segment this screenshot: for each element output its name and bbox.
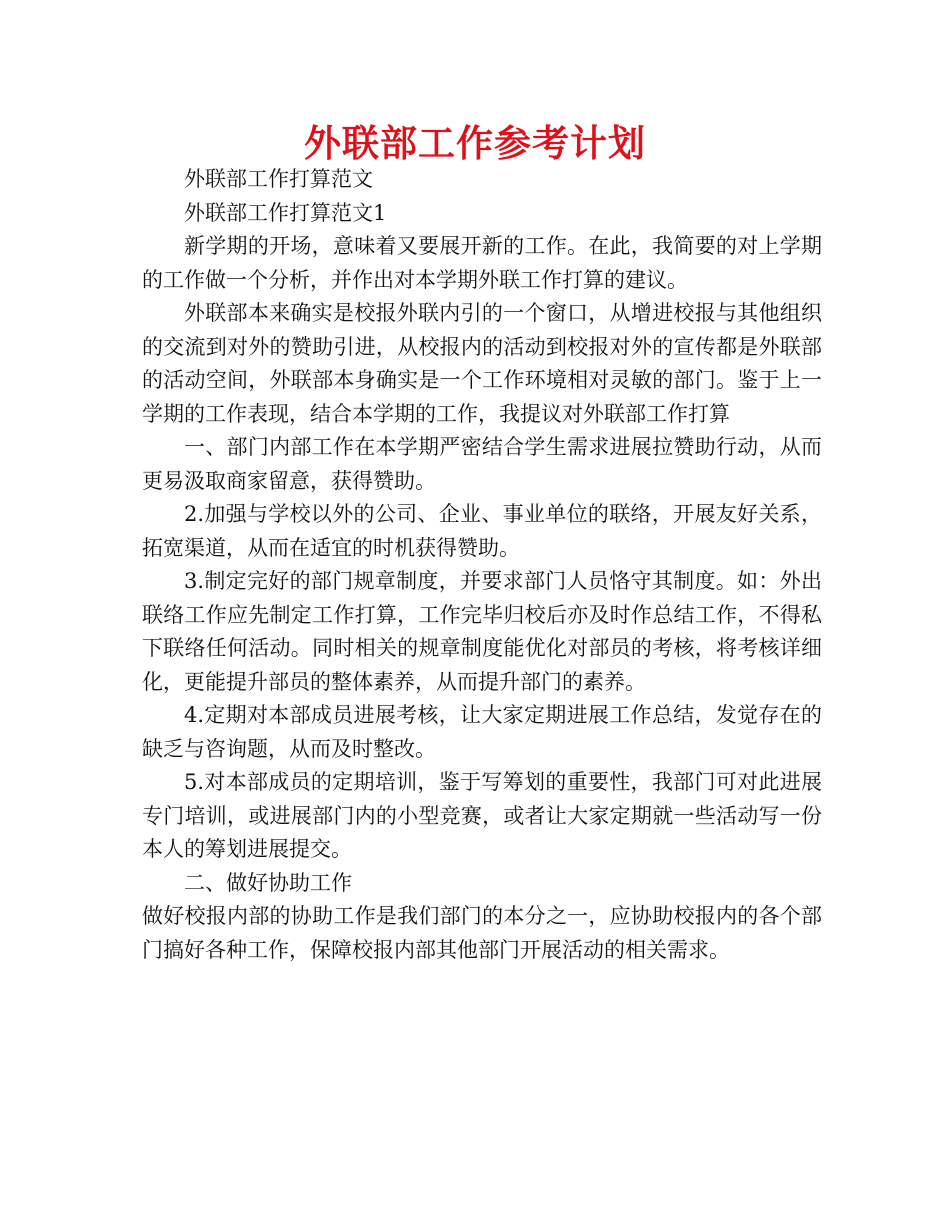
paragraph: 4.定期对本部成员进展考核，让大家定期进展工作总结，发觉存在的缺乏与咨询题，从而及时整改。 xyxy=(142,703,822,761)
section-heading: 二、做好协助工作 xyxy=(184,870,352,895)
paragraph: 做好校报内部的协助工作是我们部门的本分之一，应协助校报内的各个部门搞好各种工作，保障校报内部其他部门开展活动的相关需求。 xyxy=(142,904,822,962)
document-body xyxy=(142,163,822,967)
paragraph: 5.对本部成员的定期培训，鉴于写筹划的重要性，我部门可对此进展专门培训，或进展部门内的小型竞赛，或者让大家定期就一些活动写一份本人的筹划进展提交。 xyxy=(142,770,822,861)
paragraph: 新学期的开场，意味着又要展开新的工作。在此，我简要的对上学期的工作做一个分析，并作出对本学期外联工作打算的建议。 xyxy=(142,234,822,292)
document-title: 外联部工作参考计划 xyxy=(304,121,646,165)
paragraph-subtitle: 外联部工作打算范文 xyxy=(184,167,373,191)
paragraph: 外联部本来确实是校报外联内引的一个窗口，从增进校报与其他组织的交流到对外的赞助引进，从校报内的活动到校报对外的宣传都是外联部的活动空间，外联部本身确实是一个工作环境相对灵敏的部门。鉴于上一学期的工作表现，结合本学期的工作，我提议对外联部工作打算 xyxy=(142,301,822,426)
paragraph-subtitle-1: 外联部工作打算范文1 xyxy=(184,200,387,225)
paragraph: 3.制定完好的部门规章制度，并要求部门人员恪守其制度。如：外出联络工作应先制定工作打算，工作完毕归校后亦及时作总结工作，不得私下联络任何活动。同时相关的规章制度能优化对部员的考核，将考核详细化，更能提升部员的整体素养，从而提升部门的素养。 xyxy=(142,569,822,694)
paragraph: 2.加强与学校以外的公司、企业、事业单位的联络，开展友好关系，拓宽渠道，从而在适宜的时机获得赞助。 xyxy=(142,502,822,560)
paragraph: 一、部门内部工作在本学期严密结合学生需求进展拉赞助行动，从而更易汲取商家留意，获得赞助。 xyxy=(142,435,822,493)
